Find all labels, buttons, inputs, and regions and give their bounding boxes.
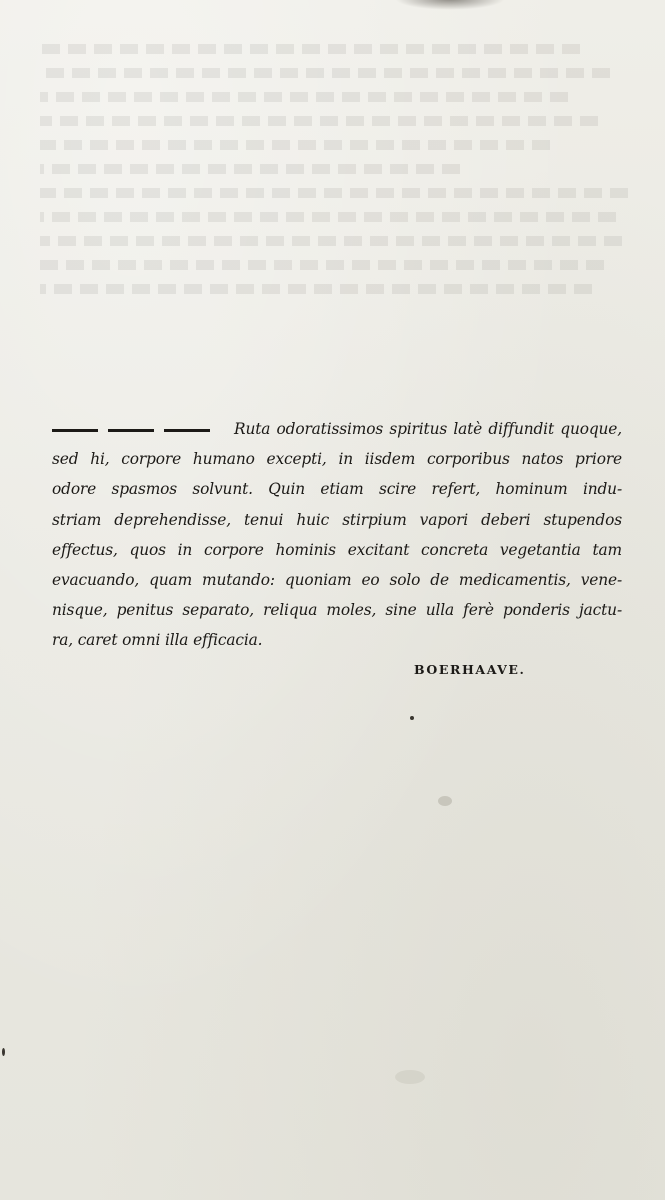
quote-line: sed hi, corpore humano excepti, in iisdem corporibus natos priore [52,450,622,469]
quote-line: evacuando, quam mutando: quoniam eo solo de medicamentis, vene- [52,571,622,590]
leader-dashes [52,414,220,444]
dash [108,429,154,432]
quote-attribution: BOERHAAVE. [414,662,526,677]
quote-line: Ruta odoratissimos spiritus latè diffundit quoque, [234,420,622,438]
paper-spot [438,796,452,806]
quote-line: effectus, quos in corpore hominis excitant concreta vegetantia tam [52,540,622,559]
quote-line: striam deprehendisse, tenui huic stirpium vapori deberi stupendos [52,510,622,529]
latin-quote [52,414,622,656]
paper-speck [2,1048,5,1056]
reverse-side-show-through [40,30,640,430]
quote-line-last: ra, caret omni illa efficacia. [52,631,263,650]
page-edge-shadow [395,0,505,10]
dash [52,429,98,432]
quote-line: nisque, penitus separato, reliqua moles, sine ulla ferè ponderis jactu- [52,601,622,620]
quote-line: odore spasmos solvunt. Quin etiam scire refert, hominum indu- [52,480,622,499]
paper-spot [395,1070,425,1084]
paper-speck [410,716,414,720]
quote-first-line [52,414,622,444]
dash [164,429,210,432]
